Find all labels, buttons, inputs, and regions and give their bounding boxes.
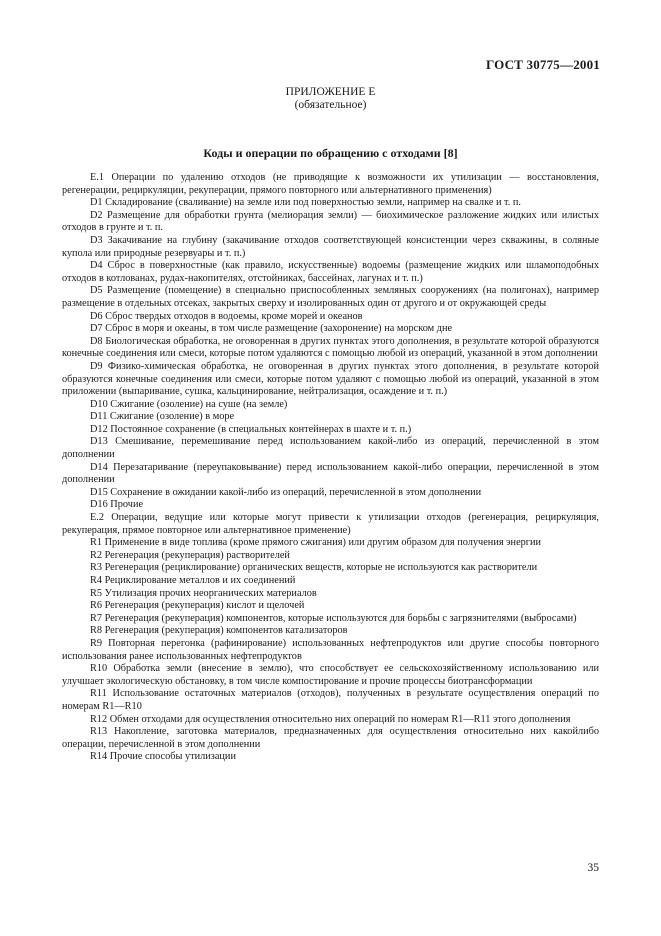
paragraph: R5 Утилизация прочих неорганических материалов	[90, 587, 317, 599]
paragraph: D1 Складирование (сваливание) на земле или под поверхностью земли, например на свалке и т. п.	[90, 197, 522, 209]
paragraph: R1 Применение в виде топлива (кроме прямого сжигания) или другим образом для получения энергии	[90, 537, 542, 549]
paragraph: D5 Размещение (помещение) в специально приспособленных земляных сооружениях (на полигонах), например размещение в отдельных отсеках, закрытых сверху и изолированных один от другого и от окружающей среды	[62, 285, 599, 309]
paragraph: D12 Постоянное сохранение (в специальных контейнерах в шахте и т. п.)	[90, 423, 412, 435]
paragraph: D7 Сброс в моря и океаны, в том числе размещение (захоронение) на морском дне	[90, 323, 453, 335]
paragraph: D14 Перезатаривание (переупаковывание) перед использованием какой-либо операции, перечисленной в этом дополнении	[62, 461, 599, 486]
paragraph: D10 Сжигание (озоление) на суше (на земле)	[90, 398, 288, 410]
paragraph: R6 Регенерация (рекуперация) кислот и щелочей	[90, 600, 305, 612]
page-number: 35	[587, 862, 599, 874]
paragraph: R2 Регенерация (рекуперация) растворителей	[90, 549, 290, 561]
paragraph: R9 Повторная перегонка (рафинирование) использованных нефтепродуктов или другие способы повторного использования ранее использованных нефтепродуктов	[62, 637, 599, 662]
paragraph: R8 Регенерация (рекуперация) компонентов катализаторов	[90, 625, 348, 637]
paragraph: R13 Накопление, заготовка материалов, предназначенных для осуществления относительно них какойлибо операции, перечисленной в этом дополнении	[62, 726, 599, 750]
appendix-label: ПРИЛОЖЕНИЕ Е	[285, 86, 376, 98]
paragraph: R10 Обработка земли (внесение в землю), что способствует ее сельскохозяйственному использованию или улучшает экологическую обстановку, в том числе компостирование и прочие процессы биотрансформации	[62, 663, 599, 687]
paragraph: D9 Физико-химическая обработка, не оговоренная в других пунктах этого дополнения, в результате которой образуются конечные соединения или смеси, которые потом удаляют с помощью любой из операций, указанной в этом приложении (выпаривание, сушка, кальцинирование, нейтрализация, осаждение и т. п.)	[62, 360, 599, 398]
paragraph: R4 Рециклирование металлов и их соединений	[90, 575, 296, 586]
paragraph: D3 Закачивание на глубину (закачивание отходов соответствующей консистенции через скважины, в соляные купола или природные резервуары и т. п.)	[62, 234, 599, 259]
document-body	[62, 172, 599, 764]
paragraph: D11 Сжигание (озоление) в море	[90, 411, 235, 423]
paragraph: D15 Сохранение в ожидании какой-либо из операций, перечисленной в этом дополнении	[90, 486, 482, 498]
paragraph: R7 Регенерация (рекуперация) компонентов, которые используются для борьбы с загрязнителями (выбросами)	[90, 612, 577, 624]
paragraph: R11 Использование остаточных материалов (отходов), полученных в результате осуществления операций по номерам R1—R10	[62, 688, 599, 712]
paragraph: Е.2 Операции, ведущие или которые могут привести к утилизации отходов (регенерация, рециркуляция, рекуперация, прямое повторное или альтернативное применение)	[62, 512, 599, 536]
paragraph: Е.1 Операции по удалению отходов (не приводящие к возможности их утилизации — восстановления, регенерации, рециркуляции, рекуперации, прямого повторного или альтернативного применения)	[62, 172, 599, 196]
paragraph: R12 Обмен отходами для осуществления относительно них операций по номерам R1—R11 этого дополнения	[90, 713, 571, 725]
appendix-heading	[0, 86, 661, 112]
paragraph: D6 Сброс твердых отходов в водоемы, кроме морей и океанов	[90, 310, 363, 322]
paragraph: R3 Регенерация (рециклирование) органических веществ, которые не используются как растворители	[90, 562, 538, 574]
paragraph: D2 Размещение для обработки грунта (мелиорация земли) — биохимическое разложение жидких или илистых отходов в грунте и т. п.	[62, 209, 599, 234]
paragraph: R14 Прочие способы утилизации	[90, 751, 236, 763]
paragraph: D16 Прочие	[90, 499, 144, 511]
page-title: Коды и операции по обращению с отходами [8]	[203, 146, 458, 160]
appendix-status: (обязательное)	[294, 99, 367, 111]
paragraph: D4 Сброс в поверхностные (как правило, искусственные) водоемы (размещение жидких или шламоподобных отходов в котлованах, рудах-накопителях, отстойниках, бассейнах, лагунах и т. п.)	[62, 260, 599, 284]
standard-header: ГОСТ 30775—2001	[485, 57, 600, 72]
paragraph: D8 Биологическая обработка, не оговоренная в других пунктах этого дополнения, в результате которой образуются конечные соединения или смеси, которые потом удаляются с помощью любой из операций, указанной в этом дополнении	[62, 335, 599, 360]
paragraph: D13 Смешивание, перемешивание перед использованием какой-либо из операций, перечисленной в этом дополнении	[62, 436, 599, 461]
